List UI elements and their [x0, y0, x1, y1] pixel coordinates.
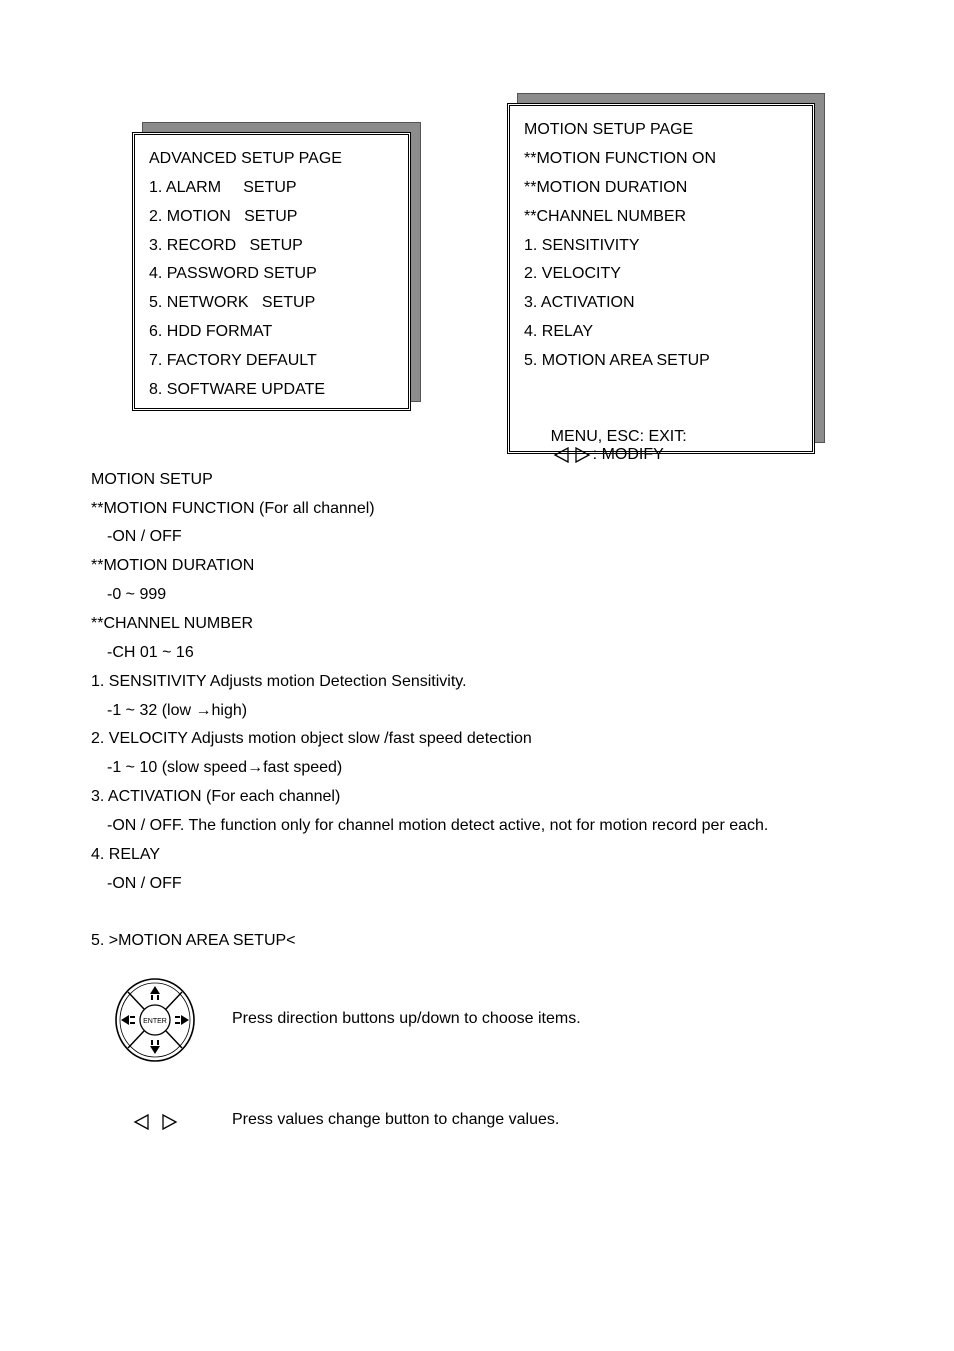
section-heading: MOTION SETUP — [91, 471, 213, 488]
body-line: -ON / OFF — [107, 528, 182, 545]
panel-box — [132, 132, 411, 411]
value-instruction: Press values change button to change values. — [232, 1111, 560, 1128]
body-line: -ON / OFF. The function only for channel motion detect active, not for motion record per each. — [107, 817, 769, 834]
direction-pad-icon — [114, 977, 196, 1063]
menu-item-sensitivity[interactable]: 1. SENSITIVITY — [524, 237, 640, 254]
body-line: -1 ~ 32 (low →high) — [107, 702, 248, 719]
footer-modify-label: : MODIFY — [592, 446, 664, 463]
body-line: -1 ~ 10 (slow speed→fast speed) — [107, 759, 343, 776]
panel-footer — [524, 410, 687, 482]
menu-item-network[interactable]: 5. NETWORK SETUP — [149, 294, 316, 311]
menu-item-motion[interactable]: 2. MOTION SETUP — [149, 208, 298, 225]
menu-item-motion-area-setup[interactable]: 5. MOTION AREA SETUP — [524, 352, 710, 369]
body-line: 4. RELAY — [91, 846, 161, 863]
left-triangle-icon — [551, 447, 573, 463]
right-triangle-icon — [573, 447, 593, 463]
menu-item-motion-duration[interactable]: **MOTION DURATION — [524, 179, 688, 196]
body-line: -0 ~ 999 — [107, 586, 167, 603]
right-triangle-icon — [160, 1113, 180, 1131]
menu-item-password[interactable]: 4. PASSWORD SETUP — [149, 265, 317, 282]
menu-item-relay[interactable]: 4. RELAY — [524, 323, 594, 340]
menu-item-hdd-format[interactable]: 6. HDD FORMAT — [149, 323, 273, 340]
body-line: **CHANNEL NUMBER — [91, 615, 254, 632]
menu-item-alarm[interactable]: 1. ALARM SETUP — [149, 179, 297, 196]
menu-item-velocity[interactable]: 2. VELOCITY — [524, 265, 621, 282]
footer-exit-label: MENU, ESC: EXIT: — [550, 428, 687, 445]
menu-item-software-update[interactable]: 8. SOFTWARE UPDATE — [149, 381, 326, 398]
left-triangle-icon — [132, 1113, 152, 1131]
svg-text:ENTER: ENTER — [143, 1018, 167, 1025]
menu-item-activation[interactable]: 3. ACTIVATION — [524, 294, 635, 311]
body-line: 1. SENSITIVITY Adjusts motion Detection Sensitivity. — [91, 673, 467, 690]
menu-item-record[interactable]: 3. RECORD SETUP — [149, 237, 303, 254]
area-setup-heading: 5. >MOTION AREA SETUP< — [91, 932, 296, 949]
panel-title: MOTION SETUP PAGE — [524, 121, 694, 138]
panel-box — [507, 103, 815, 463]
body-line: -CH 01 ~ 16 — [107, 644, 194, 661]
direction-instruction: Press direction buttons up/down to choose items. — [232, 1010, 581, 1027]
advanced-setup-panel — [132, 122, 422, 414]
menu-item-motion-function[interactable]: **MOTION FUNCTION ON — [524, 150, 716, 167]
menu-item-channel-number[interactable]: **CHANNEL NUMBER — [524, 208, 687, 225]
panel-title: ADVANCED SETUP PAGE — [149, 150, 342, 167]
motion-setup-panel — [507, 93, 827, 463]
body-line: 2. VELOCITY Adjusts motion object slow /fast speed detection — [91, 730, 532, 747]
body-line: -ON / OFF — [107, 875, 182, 892]
body-line: **MOTION DURATION — [91, 557, 255, 574]
body-line: 3. ACTIVATION (For each channel) — [91, 788, 341, 805]
menu-item-factory-default[interactable]: 7. FACTORY DEFAULT — [149, 352, 317, 369]
body-line: **MOTION FUNCTION (For all channel) — [91, 500, 375, 517]
